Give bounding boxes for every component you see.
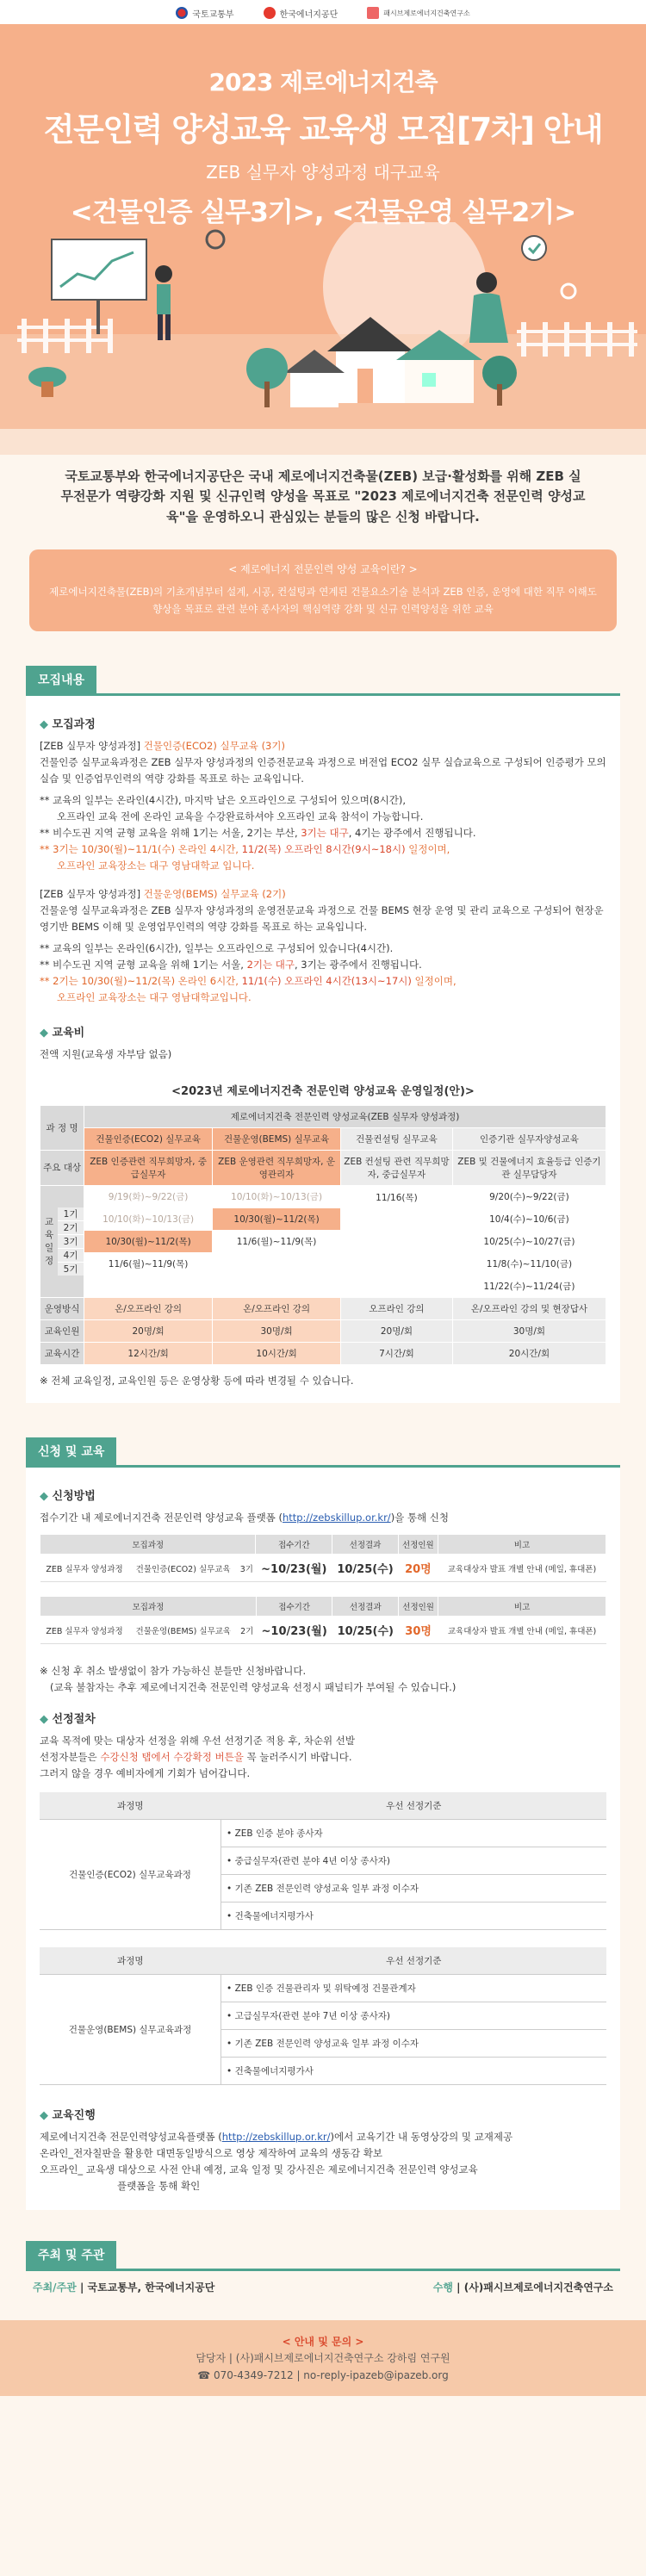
section-head-host: 주최 및 주관	[26, 2241, 116, 2269]
h-people: 교육인원	[40, 1319, 84, 1342]
logo-bar	[0, 0, 646, 24]
select-1: 교육 목적에 맞는 대상자 선정을 위해 우선 선정기준 적용 후, 차순위 선발	[40, 1735, 356, 1747]
contact-person: 담당자 | (사)패시브제로에너지건축연구소 강하림 연구원	[196, 2352, 450, 2365]
contact-box	[0, 2320, 646, 2396]
course: ZEB 실무자 양성과정	[40, 1555, 129, 1582]
criteria-item: • 중급실무자(관련 분야 4년 이상 종사자)	[221, 1847, 606, 1875]
criteria-table-1	[40, 1792, 606, 1930]
term: 3기	[238, 1555, 256, 1582]
sub-course: 건물운영(BEMS) 실무교육	[129, 1617, 239, 1644]
schedule-cell: 10/25(수)~10/27(금)	[452, 1230, 606, 1252]
cancel-note-1: ※ 신청 후 취소 발생없이 참가 가능하신 분들만 신청바랍니다.	[40, 1665, 307, 1678]
term: 2기	[238, 1617, 256, 1644]
people: 20명/회	[84, 1319, 213, 1342]
target: ZEB 및 건물에너지 효율등급 인증기관 실무담당자	[452, 1150, 606, 1185]
schedule-table	[40, 1105, 606, 1365]
schedule-cell: 9/20(수)~9/22(금)	[452, 1185, 606, 1207]
fee-text: 전액 지원(교육생 자부담 없음)	[40, 1047, 172, 1060]
th: 선정인원	[399, 1597, 438, 1617]
fee-heading: ◆ 교육비	[40, 1026, 85, 1040]
th: 과정명	[40, 1792, 221, 1820]
criteria-item: • 고급실무자(관련 분야 7년 이상 종사자)	[221, 2002, 606, 2030]
schedule-cell: 9/19(화)~9/22(금)	[84, 1185, 213, 1207]
diamond-icon: ◆	[40, 2109, 53, 2123]
apply-table-2	[40, 1596, 606, 1644]
people: 30명/회	[213, 1319, 341, 1342]
criteria-course: 건물인증(ECO2) 실무교육과정	[40, 1820, 221, 1930]
proc-3: 오프라인_ 교육생 대상으로 사전 안내 예정, 교육 일정 및 강사진은 제로에너지건축 전문인력 양성교육	[40, 2163, 478, 2176]
diamond-icon: ◆	[40, 1026, 53, 1040]
logo-energy: 한국에너지공단	[264, 7, 339, 20]
people: 30명/회	[452, 1319, 606, 1342]
th: 접수기간	[256, 1597, 332, 1617]
h-target: 주요 대상	[40, 1150, 84, 1185]
th: 비고	[438, 1597, 606, 1617]
hours: 7시간/회	[341, 1342, 453, 1364]
course-name: 건물인증(ECO2) 실무교육	[84, 1127, 213, 1150]
th: 과정명	[40, 1947, 221, 1975]
hero-title-1: 2023 제로에너지건축	[208, 68, 438, 96]
host-row	[29, 2271, 617, 2294]
section-recruit	[26, 693, 620, 1403]
term-label: 5기	[63, 1263, 78, 1275]
people: 20명/회	[341, 1319, 453, 1342]
about-body: 제로에너지건축물(ZEB)의 기초개념부터 설계, 시공, 컨설팅과 연계된 건물요소기술 분석과 ZEB 인증, 운영에 대한 직무 이해도 향상을 목표로 관련 분야 종사자의 핵심역량 강화 및 신규 인력양성을 위한 교육	[49, 585, 597, 615]
th: 비고	[438, 1535, 606, 1555]
exec-info: 수행 | (사)패시브제로에너지건축연구소	[432, 2281, 613, 2294]
count: 30명	[399, 1617, 438, 1644]
proc-4: 플랫폼을 통해 확인	[117, 2180, 201, 2193]
result: 10/25(수)	[332, 1555, 399, 1582]
criteria-item: • ZEB 인증 건물관리자 및 위탁예정 건물관계자	[221, 1975, 606, 2002]
diamond-icon: ◆	[40, 1489, 53, 1503]
section-host	[26, 2269, 620, 2294]
select-2: 선정자분들은 수강신청 탭에서 수강확정 버튼을 꼭 눌러주시기 바랍니다.	[40, 1751, 352, 1764]
schedule-cell	[213, 1275, 341, 1297]
memo: 교육대상자 발표 개별 안내 (메일, 휴대폰)	[438, 1617, 606, 1644]
course2-note-2: ** 비수도권 지역 균형 교육을 위해 1기는 서울, 2기는 대구, 3기는 광주에서 진행됩니다.	[40, 958, 422, 971]
period: ~10/23(월)	[256, 1555, 332, 1582]
schedule-cell: 10/4(수)~10/6(금)	[452, 1207, 606, 1230]
apply-table-1	[40, 1534, 606, 1582]
hours: 12시간/회	[84, 1342, 213, 1364]
course2-block	[40, 886, 606, 1006]
sub-course: 건물인증(ECO2) 실무교육	[129, 1555, 238, 1582]
th: 모집과정	[40, 1535, 256, 1555]
schedule-cell: 11/16(목)	[341, 1185, 453, 1297]
result: 10/25(수)	[332, 1617, 399, 1644]
memo: 교육대상자 발표 개별 안내 (메일, 휴대폰)	[438, 1555, 606, 1582]
schedule-cell	[213, 1252, 341, 1275]
target: ZEB 인증관련 직무희망자, 중급실무자	[84, 1150, 213, 1185]
course2-note-3: ** 2기는 10/30(월)~11/2(목) 온라인 6시간, 11/1(수) 오프라인 4시간(13시~17시) 일정이며,	[40, 974, 457, 987]
hero-banner	[0, 24, 646, 429]
course1-note-1: ** 교육의 일부는 온라인(4시간), 마지막 날은 오프라인으로 구성되어 있으며(8시간),	[40, 793, 407, 806]
method-text: 접수기간 내 제로에너지건축 전문인력 양성교육 플랫폼 (http://zebskillup.or.kr/)을 통해 신청	[40, 1511, 450, 1524]
course2-note-1: ** 교육의 일부는 온라인(6시간), 일부는 오프라인으로 구성되어 있습니다(4시간).	[40, 941, 394, 954]
proc-heading: ◆ 교육진행	[40, 2109, 96, 2123]
course: ZEB 실무자 양성과정	[40, 1617, 129, 1644]
schedule-title: <2023년 제로에너지건축 전문인력 양성교육 운영일정(안)>	[171, 1084, 475, 1098]
method: 온/오프라인 강의 및 현장답사	[452, 1297, 606, 1319]
schedule-note: ※ 전체 교육일정, 교육인원 등은 운영상황 등에 따라 변경될 수 있습니다.	[40, 1374, 354, 1387]
target: ZEB 운영관련 직무희망자, 운영관리자	[213, 1150, 341, 1185]
section-apply	[26, 1465, 620, 2211]
course1-note-3b: 오프라인 교육장소는 대구 영남대학교 입니다.	[57, 859, 255, 872]
schedule-cell: 11/8(수)~11/10(금)	[452, 1252, 606, 1275]
schedule-cell: 10/30(월)~11/2(목)	[213, 1207, 341, 1230]
course1-title: [ZEB 실무자 양성과정] 건물인증(ECO2) 실무교육 (3기)	[40, 740, 285, 752]
hours: 20시간/회	[452, 1342, 606, 1364]
criteria-item: • ZEB 인증 분야 종사자	[221, 1820, 606, 1847]
course1-note-2: ** 비수도권 지역 균형 교육을 위해 1기는 서울, 2기는 부산, 3기는 대구, 4기는 광주에서 진행됩니다.	[40, 826, 476, 839]
course-name: 인증기관 실무자양성교육	[452, 1127, 606, 1150]
course2-note-3b: 오프라인 교육장소는 대구 영남대학교입니다.	[57, 990, 252, 1003]
term-label: 1기	[58, 1207, 84, 1221]
h-group: 제로에너지건축 전문인력 양성교육(ZEB 실무자 양성과정)	[84, 1105, 606, 1127]
schedule-cell: 11/6(월)~11/9(목)	[213, 1230, 341, 1252]
schedule-cell: 10/10(화)~10/13(금)	[213, 1185, 341, 1207]
about-box	[29, 549, 617, 631]
contact-heading: < 안내 및 문의 >	[282, 2336, 364, 2349]
select-heading: ◆ 선정절차	[40, 1713, 96, 1727]
platform-link[interactable]: http://zebskillup.or.kr/	[282, 1511, 391, 1524]
method-heading: ◆ 신청방법	[40, 1489, 96, 1503]
term-label: 3기	[58, 1235, 84, 1249]
schedule-cell: 11/22(수)~11/24(금)	[452, 1275, 606, 1297]
select-3: 그러지 않을 경우 예비자에게 기회가 넘어갑니다.	[40, 1767, 251, 1780]
th: 모집과정	[40, 1597, 257, 1617]
hours: 10시간/회	[213, 1342, 341, 1364]
criteria-item: • 건축물에너지평가사	[221, 1903, 606, 1930]
course2-title: [ZEB 실무자 양성과정] 건물운영(BEMS) 실무교육 (2기)	[40, 887, 286, 900]
schedule-cell: 11/6(월)~11/9(목)	[84, 1252, 213, 1275]
section-head-apply: 신청 및 교육	[26, 1437, 116, 1465]
logo-passive: 패시브제로에너지건축연구소	[367, 7, 469, 19]
criteria-item: • 건축물에너지평가사	[221, 2058, 606, 2085]
target: ZEB 컨설팅 관련 직무희망자, 중급실무자	[341, 1150, 453, 1185]
contact-phone: ☎ 070-4349-7212 | no-reply-ipazeb@ipazeb.org	[197, 2368, 449, 2381]
platform-link-2[interactable]: http://zebskillup.or.kr/	[221, 2131, 331, 2144]
method: 오프라인 강의	[341, 1297, 453, 1319]
hero-title-2: 전문인력 양성교육 교육생 모집[7차] 안내	[43, 111, 603, 148]
course1-body: 건물인증 실무교육과정은 ZEB 실무자 양성과정의 인증전문교육 과정으로 버전업 ECO2 실무 실습교육으로 구성되어 인증평가 모의실습 및 인증업무인력의 역량 강화를 목표로 하는 교육입니다.	[40, 755, 606, 785]
schedule-cell: 10/30(월)~11/2(목)	[84, 1230, 213, 1252]
method: 온/오프라인 강의	[213, 1297, 341, 1319]
diamond-icon: ◆	[40, 718, 53, 731]
course1-note-3: ** 3기는 10/30(월)~11/1(수) 온라인 4시간, 11/2(목) 오프라인 8시간(9시~18시) 일정이며,	[40, 842, 450, 855]
h-course: 과 정 명	[40, 1105, 84, 1150]
th: 선정결과	[332, 1597, 399, 1617]
hero-illustration	[0, 222, 646, 429]
course-name: 건물운영(BEMS) 실무교육	[213, 1127, 341, 1150]
h-schedule-cell	[40, 1185, 84, 1297]
host-info: 주최/주관 | 국토교통부, 한국에너지공단	[33, 2281, 215, 2294]
course1-note-1b: 오프라인 교육 전에 온라인 교육을 수강완료하셔야 오프라인 교육 참석이 가능합니다.	[57, 810, 424, 822]
th: 우선 선정기준	[221, 1947, 606, 1975]
course2-body: 건물운영 실무교육과정은 ZEB 실무자 양성과정의 운영전문교육 과정으로 건물 BEMS 현장 운영 및 관리 교육으로 구성되어 현장운영기반 BEMS 이해 및 운영업무인력의 역량 강화를 목표로 하는 교육입니다.	[40, 903, 604, 933]
term-col	[58, 1207, 84, 1276]
diamond-icon: ◆	[40, 1713, 53, 1727]
criteria-course: 건물운영(BEMS) 실무교육과정	[40, 1975, 221, 2085]
proc-1: 제로에너지건축 전문인력양성교육플랫폼 (http://zebskillup.or.kr/)에서 교육기간 내 동영상강의 및 교재제공	[40, 2131, 513, 2144]
h-method: 운영방식	[40, 1297, 84, 1319]
process-heading: ◆ 모집과정	[40, 718, 96, 731]
hero-title-3: ZEB 실무자 양성과정 대구교육	[206, 162, 440, 183]
schedule-cell	[84, 1275, 213, 1297]
section-head-recruit: 모집내용	[26, 666, 96, 693]
hero-bottom-band	[0, 429, 646, 455]
method: 온/오프라인 강의	[84, 1297, 213, 1319]
criteria-table-2	[40, 1947, 606, 2085]
term-label: 2기	[58, 1221, 84, 1235]
h-hours: 교육시간	[40, 1342, 84, 1364]
cancel-note-2: (교육 불참자는 추후 제로에너지건축 전문인력 양성교육 선정시 패널티가 부여될 수 있습니다.)	[50, 1681, 457, 1694]
period: ~10/23(월)	[256, 1617, 332, 1644]
th: 접수기간	[256, 1535, 332, 1555]
schedule-cell: 10/10(화)~10/13(금)	[84, 1207, 213, 1230]
th: 선정결과	[332, 1535, 399, 1555]
about-heading: < 제로에너지 전문인력 양성 교육이란? >	[228, 562, 418, 575]
logo-molit: 국토교통부	[176, 7, 233, 20]
count: 20명	[398, 1555, 438, 1582]
criteria-item: • 기존 ZEB 전문인력 양성교육 일부 과정 이수자	[221, 1875, 606, 1903]
intro-text: 국토교통부와 한국에너지공단은 국내 제로에너지건축물(ZEB) 보급·활성화를 위해 ZEB 실무전문가 역량강화 지원 및 신규인력 양성을 목표로 "2023 제로에너지건축 전문인력 양성교육"을 운영하오니 관심있는 분들의 많은 신청 바랍니다.	[60, 469, 586, 525]
th: 선정인원	[398, 1535, 438, 1555]
course1-block	[40, 738, 606, 874]
hero-title-4: <건물인증 실무3기>, <건물운영 실무2기>	[70, 197, 576, 228]
criteria-item: • 기존 ZEB 전문인력 양성교육 일부 과정 이수자	[221, 2030, 606, 2058]
course-name: 건물컨설팅 실무교육	[341, 1127, 453, 1150]
proc-2: 온라인_전자칠판을 활용한 대면동일방식으로 영상 제작하여 교육의 생동감 확보	[40, 2147, 382, 2160]
h-schedule: 교육 일정	[44, 1217, 54, 1266]
term-label: 4기	[58, 1249, 84, 1263]
th: 우선 선정기준	[221, 1792, 606, 1820]
